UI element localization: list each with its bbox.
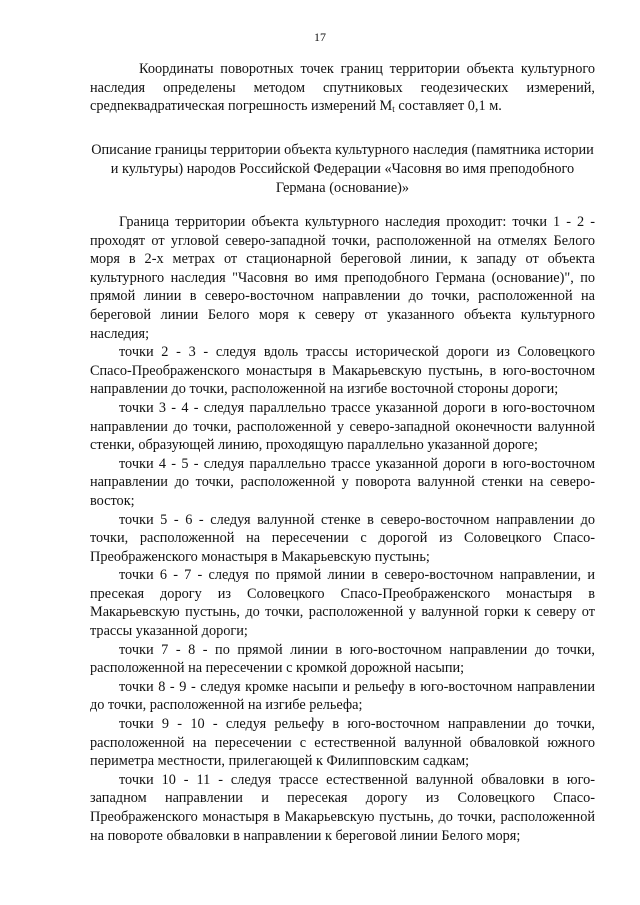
paragraph: точки 6 - 7 - следуя по прямой линии в северо-восточном направлении, и пресекая дорогу из Соловецкого Спасо-Преображенского монастыря в Макарьевскую пустынь, до точки, расположенной у валунной горки к северу от трассы указанной дороги; <box>90 567 595 640</box>
intro-paragraph <box>90 60 595 116</box>
paragraph: точки 3 - 4 - следуя параллельно трассе указанной дороги в юго-восточном направлении до точки, расположенной у северо-западной оконечности валунной стенки, образующей линию, проходящую параллельно указанной дороге; <box>90 399 595 454</box>
paragraph: точки 5 - 6 - следуя валунной стенке в северо-восточном направлении до точки, расположенной на пересечении с дорогой из Соловецкого Спасо-Преображенского монастыря в Макарьевскую пустынь; <box>90 511 595 565</box>
paragraph: точки 4 - 5 - следуя параллельно трассе указанной дороги в юго-восточном направлении до точки, расположенной у поворота валунной стенки на северо-восток; <box>90 455 595 509</box>
intro-subscript: t <box>392 104 395 114</box>
intro-text: Координаты поворотных точек границ территории объекта культурного наследия определены методом спутниковых геодезических измерений, средneквадратическая погрешность измерений M <box>90 61 595 114</box>
paragraph: Граница территории объекта культурного наследия проходит: точки 1 - 2 - проходят от угловой северо-западной точки, расположенной на отмелях Белого моря в 2-х метрах от стационарной береговой линии, к западу от объекта культурного наследия "Часовня во имя преподобного Германа (основание)", по прямой линии в северо-восточном направлении до точки, расположенной на береговой линии Белого моря к северу от указанного объекта культурного наследия; <box>90 214 595 342</box>
intro-text-end: составляет 0,1 м. <box>394 98 502 114</box>
paragraph: точки 10 - 11 - следуя трассе естественной валунной обваловки в юго-западном направлении и пересекая дорогу из Соловецкого Спасо-Преображенского монастыря в Макарьевскую пустынь, до точки, расположенной на повороте обваловки в направлении к береговой линии Белого моря; <box>90 771 595 844</box>
paragraph: точки 7 - 8 - по прямой линии в юго-восточном направлении до точки, расположенной на пересечении с кромкой дорожной насыпи; <box>90 641 595 677</box>
paragraph: точки 9 - 10 - следуя рельефу в юго-восточном направлении до точки, расположенной на пересечении с естественной валунной обваловкой южного периметра местности, прилегающей к Филипповским садкам; <box>90 716 595 770</box>
section-heading: Описание границы территории объекта культурного наследия (памятника истории и культуры) народов Российской Федерации «Часовня во имя преподобного Германа (основание)» <box>91 142 594 196</box>
page-number: 17 <box>314 30 326 44</box>
boundary-description <box>90 213 595 845</box>
paragraph: точки 2 - 3 - следуя вдоль трассы исторической дороги из Соловецкого Спасо-Преображенского монастыря в Макарьевскую пустынь, в юго-восточном направлении до точки, расположенной на изгибе восточной стороны дороги; <box>90 344 595 398</box>
paragraph: точки 8 - 9 - следуя кромке насыпи и рельефу в юго-восточном направлении до точки, расположенной на изгибе рельефа; <box>90 678 595 714</box>
